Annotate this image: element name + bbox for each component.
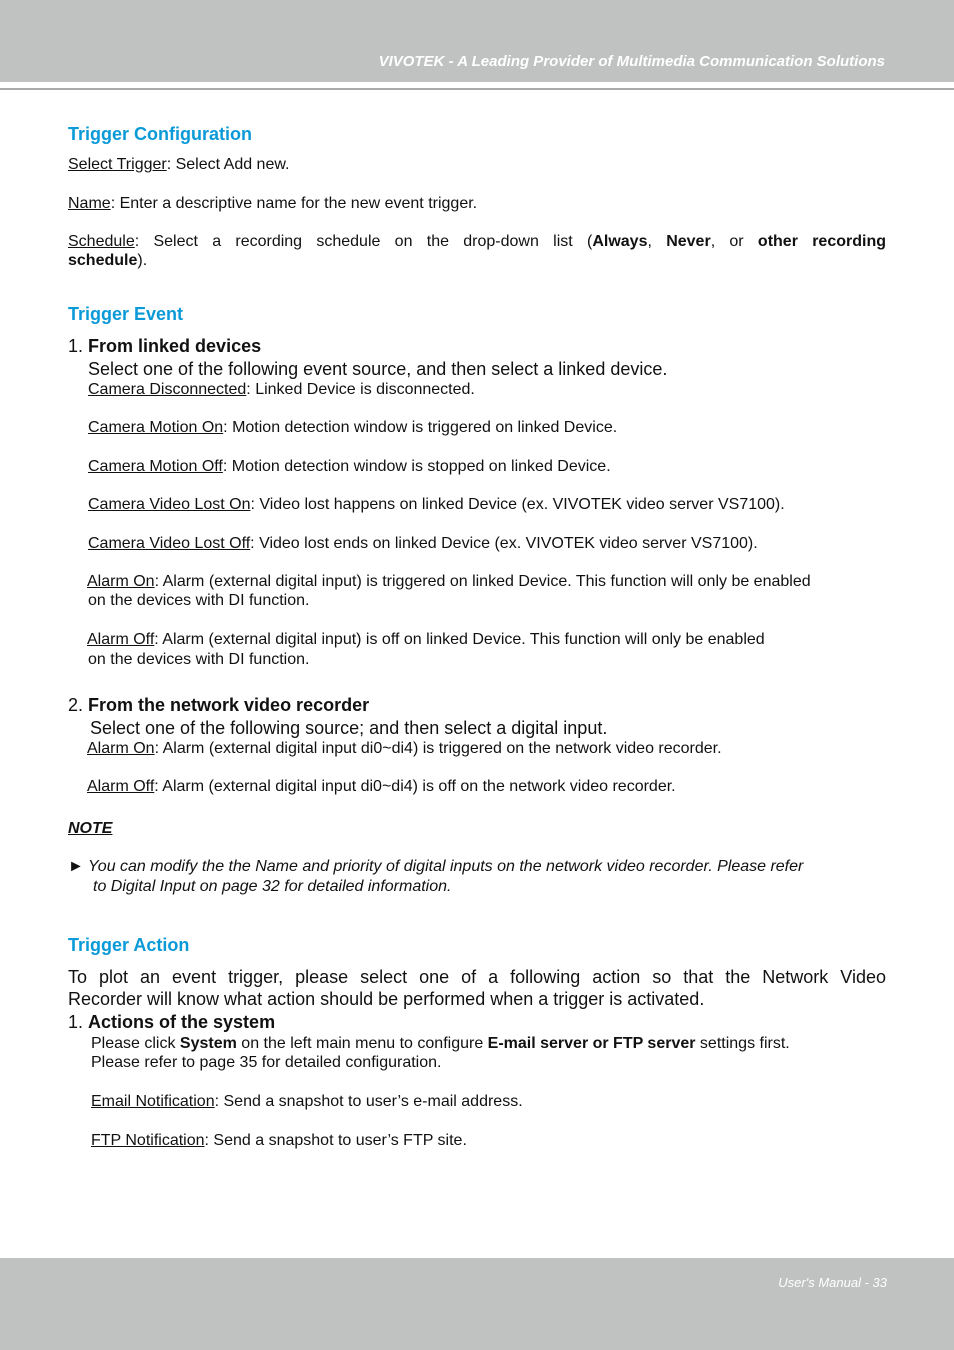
heading-trigger-configuration: Trigger Configuration <box>68 124 252 144</box>
system-actions-title <box>68 1012 275 1033</box>
item-term: Alarm On <box>87 573 155 590</box>
linked-devices-intro: Select one of the following event source, and then select a linked device. <box>88 359 668 379</box>
item-desc: : Video lost happens on linked Device (ex. VIVOTEK video server VS7100). <box>250 496 785 513</box>
schedule-other: other recording <box>757 233 886 250</box>
item-desc: : Video lost ends on linked Device (ex. VIVOTEK video server VS7100). <box>250 535 758 552</box>
schedule-never: Never <box>666 233 711 250</box>
item-term: Alarm Off <box>87 631 155 648</box>
action-intro-line-2: Recorder will know what action should be performed when a trigger is activated. <box>68 989 705 1009</box>
item-desc: : Alarm (external digital input) is triggered on linked Device. This function will only be enabled <box>154 573 811 590</box>
list-item <box>91 1132 467 1150</box>
note-line-2: to Digital Input on page 32 for detailed information. <box>93 878 452 895</box>
item-term: Camera Video Lost Off <box>88 535 251 552</box>
linked-num: 1. <box>68 336 84 356</box>
pc-pre: Please click <box>91 1035 180 1052</box>
action-title: Actions of the system <box>88 1012 276 1032</box>
name-desc: : Enter a descriptive name for the new event trigger. <box>110 195 478 212</box>
heading-trigger-event: Trigger Event <box>68 304 184 324</box>
page-footer <box>0 1258 954 1350</box>
schedule-term: Schedule <box>68 233 135 250</box>
item-desc: : Alarm (external digital input di0~di4) is off on the network video recorder. <box>154 778 676 795</box>
page-header <box>0 0 954 82</box>
heading-trigger-action: Trigger Action <box>68 935 190 955</box>
list-item <box>88 535 758 553</box>
item-term: Alarm Off <box>87 778 155 795</box>
item-desc: : Send a snapshot to user’s e-mail address. <box>214 1093 523 1110</box>
item-desc: : Motion detection window is stopped on linked Device. <box>222 458 611 475</box>
item-desc: : Alarm (external digital input di0~di4) is triggered on the network video recorder. <box>154 740 722 757</box>
note-line-1 <box>68 858 803 876</box>
item-desc: : Motion detection window is triggered on linked Device. <box>223 419 618 436</box>
schedule-line-2 <box>68 252 147 270</box>
select-trigger-line <box>68 156 289 174</box>
action-num: 1. <box>68 1012 84 1032</box>
list-item-continuation: on the devices with DI function. <box>88 651 310 668</box>
list-item <box>91 1093 523 1111</box>
item-term: Camera Video Lost On <box>88 496 251 513</box>
item-term: Camera Motion Off <box>88 458 223 475</box>
schedule-or: , or <box>710 233 744 250</box>
select-trigger-term: Select Trigger <box>68 156 167 173</box>
nvr-num: 2. <box>68 695 84 715</box>
header-tagline: VIVOTEK - A Leading Provider of Multimedia Communication Solutions <box>378 53 885 70</box>
list-item <box>88 419 617 437</box>
system-config-line-1 <box>91 1035 790 1053</box>
list-item <box>88 458 611 476</box>
list-item <box>88 496 785 514</box>
item-term: Email Notification <box>91 1093 215 1110</box>
schedule-always: Always <box>592 233 648 250</box>
pc-mid: on the left main menu to configure <box>236 1035 488 1052</box>
schedule-comma: , <box>647 233 652 250</box>
item-term: Camera Motion On <box>88 419 224 436</box>
schedule-desc: : Select a recording schedule on the drop-down list ( <box>134 233 593 250</box>
item-desc: : Linked Device is disconnected. <box>246 381 475 398</box>
list-item-continuation: on the devices with DI function. <box>88 592 310 609</box>
list-item <box>87 778 676 796</box>
system-config-line-2: Please refer to page 35 for detailed configuration. <box>91 1054 442 1071</box>
name-line <box>68 195 477 213</box>
linked-devices-title <box>68 336 261 357</box>
item-term: FTP Notification <box>91 1132 205 1149</box>
item-term: Camera Disconnected <box>88 381 247 398</box>
name-term: Name <box>68 195 111 212</box>
footer-page-label: User's Manual - 33 <box>778 1275 887 1290</box>
note-text-1: You can modify the the Name and priority of digital inputs on the network video recorder. Please refer <box>88 858 804 875</box>
nvr-intro: Select one of the following source; and then select a digital input. <box>90 718 608 738</box>
note-heading: NOTE <box>68 820 113 837</box>
note-arrow-icon: ► <box>68 858 84 875</box>
schedule-word: schedule <box>68 252 138 269</box>
action-intro-line-1: To plot an event trigger, please select one of a following action so that the Network Video <box>68 967 886 987</box>
item-term: Alarm On <box>87 740 155 757</box>
pc-system: System <box>179 1035 237 1052</box>
nvr-title <box>68 695 369 716</box>
schedule-line-1 <box>68 233 886 251</box>
item-desc: : Send a snapshot to user’s FTP site. <box>204 1132 467 1149</box>
list-item <box>88 381 475 399</box>
pc-post: settings first. <box>695 1035 790 1052</box>
linked-title: From linked devices <box>88 336 262 356</box>
select-trigger-desc: : Select Add new. <box>166 156 290 173</box>
nvr-title-text: From the network video recorder <box>88 695 370 715</box>
list-item <box>87 573 811 591</box>
pc-bold: E-mail server or FTP server <box>487 1035 696 1052</box>
header-divider <box>0 88 954 90</box>
schedule-end: ). <box>137 252 148 269</box>
list-item <box>87 631 765 649</box>
item-desc: : Alarm (external digital input) is off on linked Device. This function will only be enabled <box>154 631 765 648</box>
list-item <box>87 740 722 758</box>
